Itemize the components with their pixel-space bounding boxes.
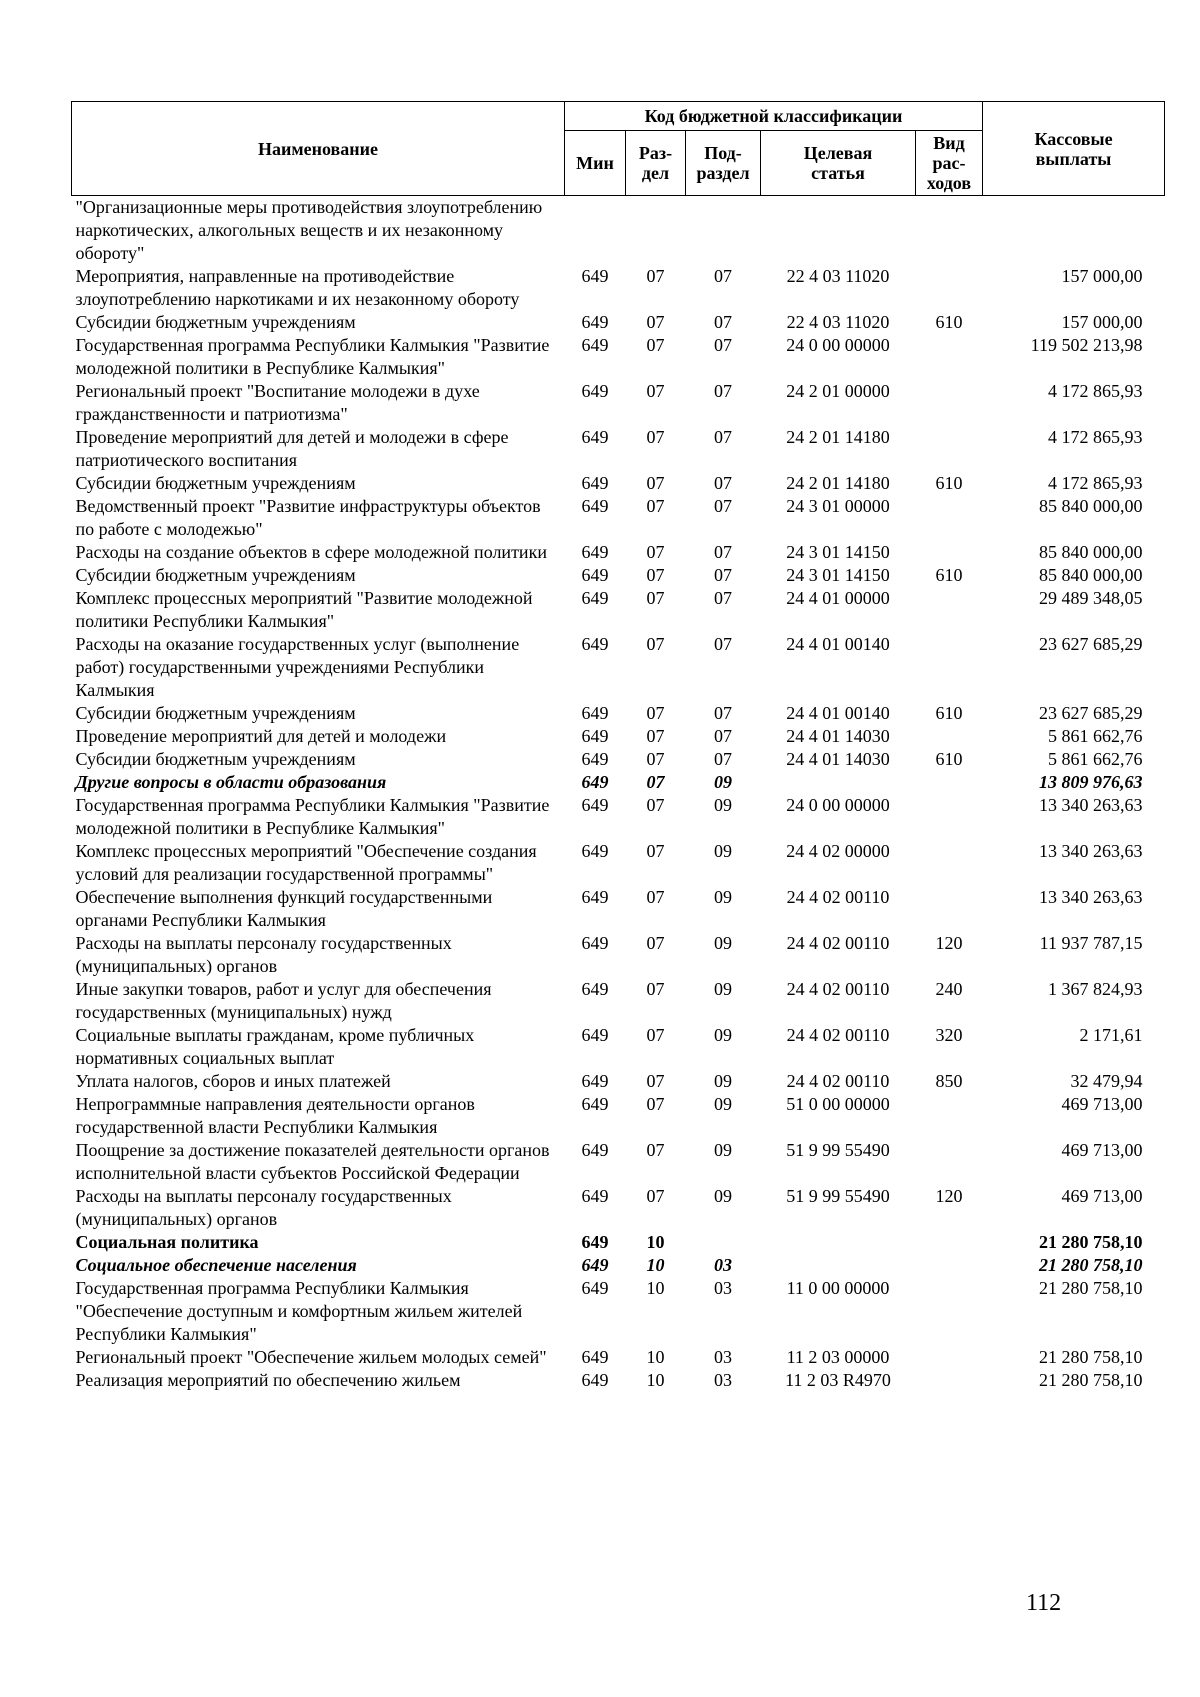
- row-podrazdel: [686, 196, 761, 266]
- row-celevaya: 24 4 02 00000: [786, 841, 890, 861]
- header-kassovye: [983, 102, 1165, 196]
- row-podrazdel: 07: [714, 473, 732, 493]
- table-row: [72, 725, 1165, 748]
- row-min: 649: [581, 542, 609, 562]
- table-row: [72, 771, 1165, 794]
- header-kassovye-label: Кассовые выплаты: [1034, 128, 1113, 169]
- row-razdel: 07: [646, 772, 665, 792]
- table-row: [72, 978, 1165, 1024]
- row-celevaya: 24 4 01 00140: [786, 634, 890, 654]
- row-podrazdel: 09: [714, 1071, 732, 1091]
- row-razdel: 07: [646, 933, 665, 953]
- row-sum: 13 340 263,63: [1039, 795, 1143, 815]
- row-name: "Организационные меры противодействия злоупотреблению наркотических, алкогольных веществ и их незаконному обороту": [75, 197, 543, 263]
- row-podrazdel: 07: [714, 335, 732, 355]
- row-razdel: 07: [646, 726, 665, 746]
- row-celevaya: [761, 196, 916, 266]
- row-sum: 4 172 865,93: [1048, 427, 1143, 447]
- row-min: 649: [581, 565, 609, 585]
- row-sum: 4 172 865,93: [1048, 381, 1143, 401]
- row-celevaya: 11 2 03 R4970: [785, 1370, 891, 1390]
- row-vid: 120: [935, 1186, 963, 1206]
- row-name: Субсидии бюджетным учреждениям: [75, 749, 356, 769]
- row-name: Обеспечение выполнения функций государственными органами Республики Калмыкия: [75, 887, 493, 930]
- row-razdel: 07: [646, 381, 665, 401]
- row-vid: [916, 794, 983, 840]
- row-name: Субсидии бюджетным учреждениям: [75, 312, 356, 332]
- row-vid: 610: [935, 565, 963, 585]
- header-min: Мин: [565, 131, 626, 196]
- row-podrazdel: 07: [714, 266, 732, 286]
- row-min: 649: [581, 1255, 609, 1275]
- row-sum: 4 172 865,93: [1048, 473, 1143, 493]
- row-razdel: 07: [646, 542, 665, 562]
- row-vid: [916, 725, 983, 748]
- table-row: [72, 1139, 1165, 1185]
- table-row: [72, 380, 1165, 426]
- row-sum: 469 713,00: [1061, 1094, 1143, 1114]
- row-name: Региональный проект "Воспитание молодежи в духе гражданственности и патриотизма": [75, 381, 480, 424]
- table-row: [72, 702, 1165, 725]
- budget-table: [71, 101, 1165, 1392]
- row-name: Социальная политика: [75, 1232, 259, 1252]
- header-podrazdel: [686, 131, 761, 196]
- row-name: Государственная программа Республики Калмыкия "Развитие молодежной политики в Республике Калмыкия": [75, 335, 550, 378]
- row-celevaya: [761, 1231, 916, 1254]
- row-vid: [916, 1369, 983, 1392]
- row-name: Расходы на выплаты персоналу государственных (муниципальных) органов: [75, 1186, 452, 1229]
- row-podrazdel: 07: [714, 381, 732, 401]
- row-podrazdel: [686, 1231, 761, 1254]
- row-celevaya: 24 4 02 00110: [786, 1071, 890, 1091]
- row-razdel: 07: [646, 496, 665, 516]
- row-celevaya: 24 4 02 00110: [786, 933, 890, 953]
- row-vid: [916, 334, 983, 380]
- header-razdel: [626, 131, 686, 196]
- row-min: 649: [581, 1140, 609, 1160]
- table-row: [72, 196, 1165, 266]
- row-min: 649: [581, 841, 609, 861]
- header-celevaya-label: Целевая статья: [803, 143, 873, 183]
- row-min: 649: [581, 335, 609, 355]
- header-code-group: Код бюджетной классификации: [565, 102, 983, 131]
- table-body: [72, 196, 1165, 1393]
- row-celevaya: 22 4 03 11020: [786, 266, 890, 286]
- row-name: Непрограммные направления деятельности органов государственной власти Республики Калмыкия: [75, 1094, 475, 1137]
- row-razdel: 07: [646, 841, 665, 861]
- row-min: 649: [581, 1232, 609, 1252]
- table-row: [72, 426, 1165, 472]
- row-sum: 85 840 000,00: [1039, 565, 1143, 585]
- row-celevaya: [761, 771, 916, 794]
- row-min: 649: [581, 427, 609, 447]
- row-podrazdel: 09: [714, 841, 732, 861]
- row-razdel: 10: [646, 1255, 665, 1275]
- row-min: 649: [581, 887, 609, 907]
- row-sum: 469 713,00: [1061, 1186, 1143, 1206]
- header-vid: [916, 131, 983, 196]
- row-razdel: 07: [646, 634, 665, 654]
- row-podrazdel: 09: [714, 1094, 732, 1114]
- row-name: Субсидии бюджетным учреждениям: [75, 703, 356, 723]
- row-celevaya: 24 4 01 14030: [786, 726, 890, 746]
- row-sum: 13 340 263,63: [1039, 887, 1143, 907]
- row-name: Иные закупки товаров, работ и услуг для обеспечения государственных (муниципальных) нужд: [75, 979, 492, 1022]
- row-celevaya: 24 4 02 00110: [786, 887, 890, 907]
- row-celevaya: 24 4 02 00110: [786, 1025, 890, 1045]
- row-celevaya: 22 4 03 11020: [786, 312, 890, 332]
- row-name: Поощрение за достижение показателей деятельности органов исполнительной власти субъектов Российской Федерации: [75, 1140, 550, 1183]
- table-row: [72, 472, 1165, 495]
- row-vid: 320: [935, 1025, 963, 1045]
- row-razdel: 10: [646, 1278, 665, 1298]
- table-row: [72, 587, 1165, 633]
- row-podrazdel: 09: [714, 887, 732, 907]
- row-razdel: 07: [646, 266, 665, 286]
- row-celevaya: 24 4 01 14030: [786, 749, 890, 769]
- table-row: [72, 1093, 1165, 1139]
- row-name: Субсидии бюджетным учреждениям: [75, 473, 356, 493]
- row-vid: 610: [935, 703, 963, 723]
- table-row: [72, 1024, 1165, 1070]
- row-vid: 610: [935, 312, 963, 332]
- row-razdel: 10: [646, 1370, 665, 1390]
- row-min: 649: [581, 1071, 609, 1091]
- row-name: Мероприятия, направленные на противодействие злоупотреблению наркотиками и их незаконному обороту: [75, 266, 520, 309]
- row-razdel: 07: [646, 1094, 665, 1114]
- row-sum: 119 502 213,98: [1030, 335, 1143, 355]
- row-razdel: 07: [646, 703, 665, 723]
- row-razdel: 07: [646, 749, 665, 769]
- row-razdel: 07: [646, 588, 665, 608]
- row-vid: [916, 1277, 983, 1346]
- row-razdel: 07: [646, 473, 665, 493]
- row-podrazdel: 07: [714, 542, 732, 562]
- table-row: [72, 748, 1165, 771]
- row-vid: [916, 633, 983, 702]
- row-min: 649: [581, 496, 609, 516]
- row-min: 649: [581, 266, 609, 286]
- table-row: [72, 334, 1165, 380]
- header-vid-label: Вид рас- ходов: [926, 133, 972, 193]
- row-name: Другие вопросы в области образования: [75, 772, 387, 792]
- row-vid: [916, 426, 983, 472]
- row-razdel: [626, 196, 686, 266]
- table-row: [72, 495, 1165, 541]
- row-sum: 157 000,00: [1061, 312, 1143, 332]
- table-row: [72, 1231, 1165, 1254]
- row-min: 649: [581, 381, 609, 401]
- table-row: [72, 541, 1165, 564]
- row-sum: 21 280 758,10: [1039, 1232, 1143, 1252]
- row-podrazdel: 07: [714, 634, 732, 654]
- table-row: [72, 633, 1165, 702]
- row-celevaya: 51 9 99 55490: [786, 1140, 890, 1160]
- row-vid: [916, 771, 983, 794]
- row-sum: 29 489 348,05: [1039, 588, 1143, 608]
- row-razdel: 07: [646, 312, 665, 332]
- row-name: Социальные выплаты гражданам, кроме публичных нормативных социальных выплат: [75, 1025, 475, 1068]
- row-vid: [916, 1231, 983, 1254]
- row-razdel: 10: [646, 1347, 665, 1367]
- row-vid: [916, 196, 983, 266]
- row-razdel: 07: [646, 979, 665, 999]
- row-celevaya: 24 2 01 14180: [786, 427, 890, 447]
- row-celevaya: [761, 1254, 916, 1277]
- row-sum: 23 627 685,29: [1039, 703, 1143, 723]
- row-min: 649: [581, 772, 609, 792]
- table-row: [72, 840, 1165, 886]
- row-min: 649: [581, 979, 609, 999]
- row-name: Проведение мероприятий для детей и молодежи: [75, 726, 447, 746]
- row-min: 649: [581, 749, 609, 769]
- row-podrazdel: 09: [714, 933, 732, 953]
- row-sum: 21 280 758,10: [1039, 1370, 1143, 1390]
- row-min: 649: [581, 1370, 609, 1390]
- table-row: [72, 1346, 1165, 1369]
- row-vid: [916, 265, 983, 311]
- row-celevaya: 24 3 01 14150: [786, 542, 890, 562]
- row-name: Реализация мероприятий по обеспечению жильем: [75, 1370, 461, 1390]
- row-name: Расходы на оказание государственных услуг (выполнение работ) государственными учреждениями Республики Калмыкия: [75, 634, 520, 700]
- row-vid: 850: [935, 1071, 963, 1091]
- row-sum: 85 840 000,00: [1039, 542, 1143, 562]
- row-min: 649: [581, 634, 609, 654]
- row-min: [565, 196, 626, 266]
- row-celevaya: 24 0 00 00000: [786, 795, 890, 815]
- row-min: 649: [581, 933, 609, 953]
- row-name: Региональный проект "Обеспечение жильем молодых семей": [75, 1347, 547, 1367]
- row-vid: 120: [935, 933, 963, 953]
- table-row: [72, 311, 1165, 334]
- row-sum: 21 280 758,10: [1039, 1278, 1143, 1298]
- table-header: [72, 102, 1165, 196]
- row-podrazdel: 09: [714, 1025, 732, 1045]
- row-celevaya: 51 9 99 55490: [786, 1186, 890, 1206]
- row-celevaya: 24 2 01 00000: [786, 381, 890, 401]
- row-vid: [916, 541, 983, 564]
- row-sum: 5 861 662,76: [1048, 726, 1143, 746]
- row-podrazdel: 07: [714, 726, 732, 746]
- row-min: 649: [581, 795, 609, 815]
- row-sum: 5 861 662,76: [1048, 749, 1143, 769]
- row-sum: 1 367 824,93: [1048, 979, 1143, 999]
- row-razdel: 07: [646, 1186, 665, 1206]
- row-name: Социальное обеспечение населения: [75, 1255, 357, 1275]
- row-name: Комплекс процессных мероприятий "Обеспечение создания условий для реализации государственной программы": [75, 841, 537, 884]
- row-celevaya: 24 2 01 14180: [786, 473, 890, 493]
- row-podrazdel: 07: [714, 588, 732, 608]
- row-sum: 11 937 787,15: [1039, 933, 1143, 953]
- row-name: Государственная программа Республики Калмыкия "Развитие молодежной политики в Республике Калмыкия": [75, 795, 550, 838]
- table-row: [72, 1254, 1165, 1277]
- row-name: Комплекс процессных мероприятий "Развитие молодежной политики Республики Калмыкия": [75, 588, 533, 631]
- row-vid: [916, 1093, 983, 1139]
- row-name: Субсидии бюджетным учреждениям: [75, 565, 356, 585]
- row-razdel: 07: [646, 795, 665, 815]
- row-celevaya: 24 4 01 00000: [786, 588, 890, 608]
- row-vid: 610: [935, 749, 963, 769]
- row-min: 649: [581, 703, 609, 723]
- row-name: Проведение мероприятий для детей и молодежи в сфере патриотического воспитания: [75, 427, 509, 470]
- row-sum: 85 840 000,00: [1039, 496, 1143, 516]
- row-min: 649: [581, 1186, 609, 1206]
- row-min: 649: [581, 726, 609, 746]
- row-podrazdel: 07: [714, 312, 732, 332]
- table-row: [72, 886, 1165, 932]
- row-podrazdel: 09: [714, 1140, 732, 1160]
- row-vid: 240: [935, 979, 963, 999]
- row-celevaya: 11 0 00 00000: [786, 1278, 890, 1298]
- table-row: [72, 1277, 1165, 1346]
- row-sum: 13 809 976,63: [1039, 772, 1143, 792]
- row-razdel: 07: [646, 1071, 665, 1091]
- row-vid: [916, 840, 983, 886]
- row-min: 649: [581, 1094, 609, 1114]
- row-podrazdel: 03: [714, 1278, 732, 1298]
- row-vid: [916, 495, 983, 541]
- row-name: Уплата налогов, сборов и иных платежей: [75, 1071, 391, 1091]
- row-podrazdel: 03: [714, 1370, 732, 1390]
- row-podrazdel: 09: [714, 1186, 732, 1206]
- header-name: Наименование: [72, 102, 565, 196]
- table-row: [72, 1369, 1165, 1392]
- row-name: Расходы на создание объектов в сфере молодежной политики: [75, 542, 547, 562]
- row-sum: 21 280 758,10: [1039, 1347, 1143, 1367]
- row-min: 649: [581, 473, 609, 493]
- row-podrazdel: 09: [714, 979, 732, 999]
- row-sum: 2 171,61: [1079, 1025, 1143, 1045]
- row-podrazdel: 09: [714, 772, 732, 792]
- row-min: 649: [581, 588, 609, 608]
- row-min: 649: [581, 1347, 609, 1367]
- row-vid: [916, 1139, 983, 1185]
- row-razdel: 07: [646, 1140, 665, 1160]
- row-sum: 13 340 263,63: [1039, 841, 1143, 861]
- row-podrazdel: 07: [714, 427, 732, 447]
- row-vid: [916, 886, 983, 932]
- row-min: 649: [581, 1025, 609, 1045]
- row-celevaya: 24 3 01 00000: [786, 496, 890, 516]
- row-sum: 21 280 758,10: [1039, 1255, 1143, 1275]
- page-number: 112: [1026, 1590, 1062, 1616]
- row-vid: [916, 1346, 983, 1369]
- row-name: Государственная программа Республики Калмыкия "Обеспечение доступным и комфортным жильем жителей Республики Калмыкия": [75, 1278, 523, 1344]
- row-razdel: 10: [646, 1232, 665, 1252]
- row-celevaya: 24 4 02 00110: [786, 979, 890, 999]
- row-podrazdel: 07: [714, 565, 732, 585]
- row-razdel: 07: [646, 335, 665, 355]
- row-vid: [916, 380, 983, 426]
- row-vid: [916, 587, 983, 633]
- table-row: [72, 265, 1165, 311]
- row-celevaya: 24 4 01 00140: [786, 703, 890, 723]
- row-name: Расходы на выплаты персоналу государственных (муниципальных) органов: [75, 933, 452, 976]
- row-razdel: 07: [646, 565, 665, 585]
- table-row: [72, 932, 1165, 978]
- row-podrazdel: 07: [714, 496, 732, 516]
- row-celevaya: 11 2 03 00000: [786, 1347, 890, 1367]
- row-name: Ведомственный проект "Развитие инфраструктуры объектов по работе с молодежью": [75, 496, 541, 539]
- row-sum: 469 713,00: [1061, 1140, 1143, 1160]
- header-razdel-label: Раз- дел: [638, 143, 673, 183]
- row-vid: [916, 1254, 983, 1277]
- row-podrazdel: 09: [714, 795, 732, 815]
- row-razdel: 07: [646, 1025, 665, 1045]
- row-sum: 32 479,94: [1070, 1071, 1143, 1091]
- table-row: [72, 1185, 1165, 1231]
- row-podrazdel: 03: [714, 1255, 732, 1275]
- row-podrazdel: 03: [714, 1347, 732, 1367]
- row-sum: [983, 196, 1165, 266]
- header-podrazdel-label: Под- раздел: [696, 143, 750, 183]
- row-celevaya: 24 0 00 00000: [786, 335, 890, 355]
- row-celevaya: 51 0 00 00000: [786, 1094, 890, 1114]
- header-celevaya: [761, 131, 916, 196]
- table-row: [72, 564, 1165, 587]
- row-vid: 610: [935, 473, 963, 493]
- row-min: 649: [581, 1278, 609, 1298]
- row-sum: 23 627 685,29: [1039, 634, 1143, 654]
- table-row: [72, 1070, 1165, 1093]
- row-min: 649: [581, 312, 609, 332]
- row-razdel: 07: [646, 887, 665, 907]
- row-podrazdel: 07: [714, 703, 732, 723]
- row-razdel: 07: [646, 427, 665, 447]
- row-sum: 157 000,00: [1061, 266, 1143, 286]
- table-row: [72, 794, 1165, 840]
- row-podrazdel: 07: [714, 749, 732, 769]
- row-celevaya: 24 3 01 14150: [786, 565, 890, 585]
